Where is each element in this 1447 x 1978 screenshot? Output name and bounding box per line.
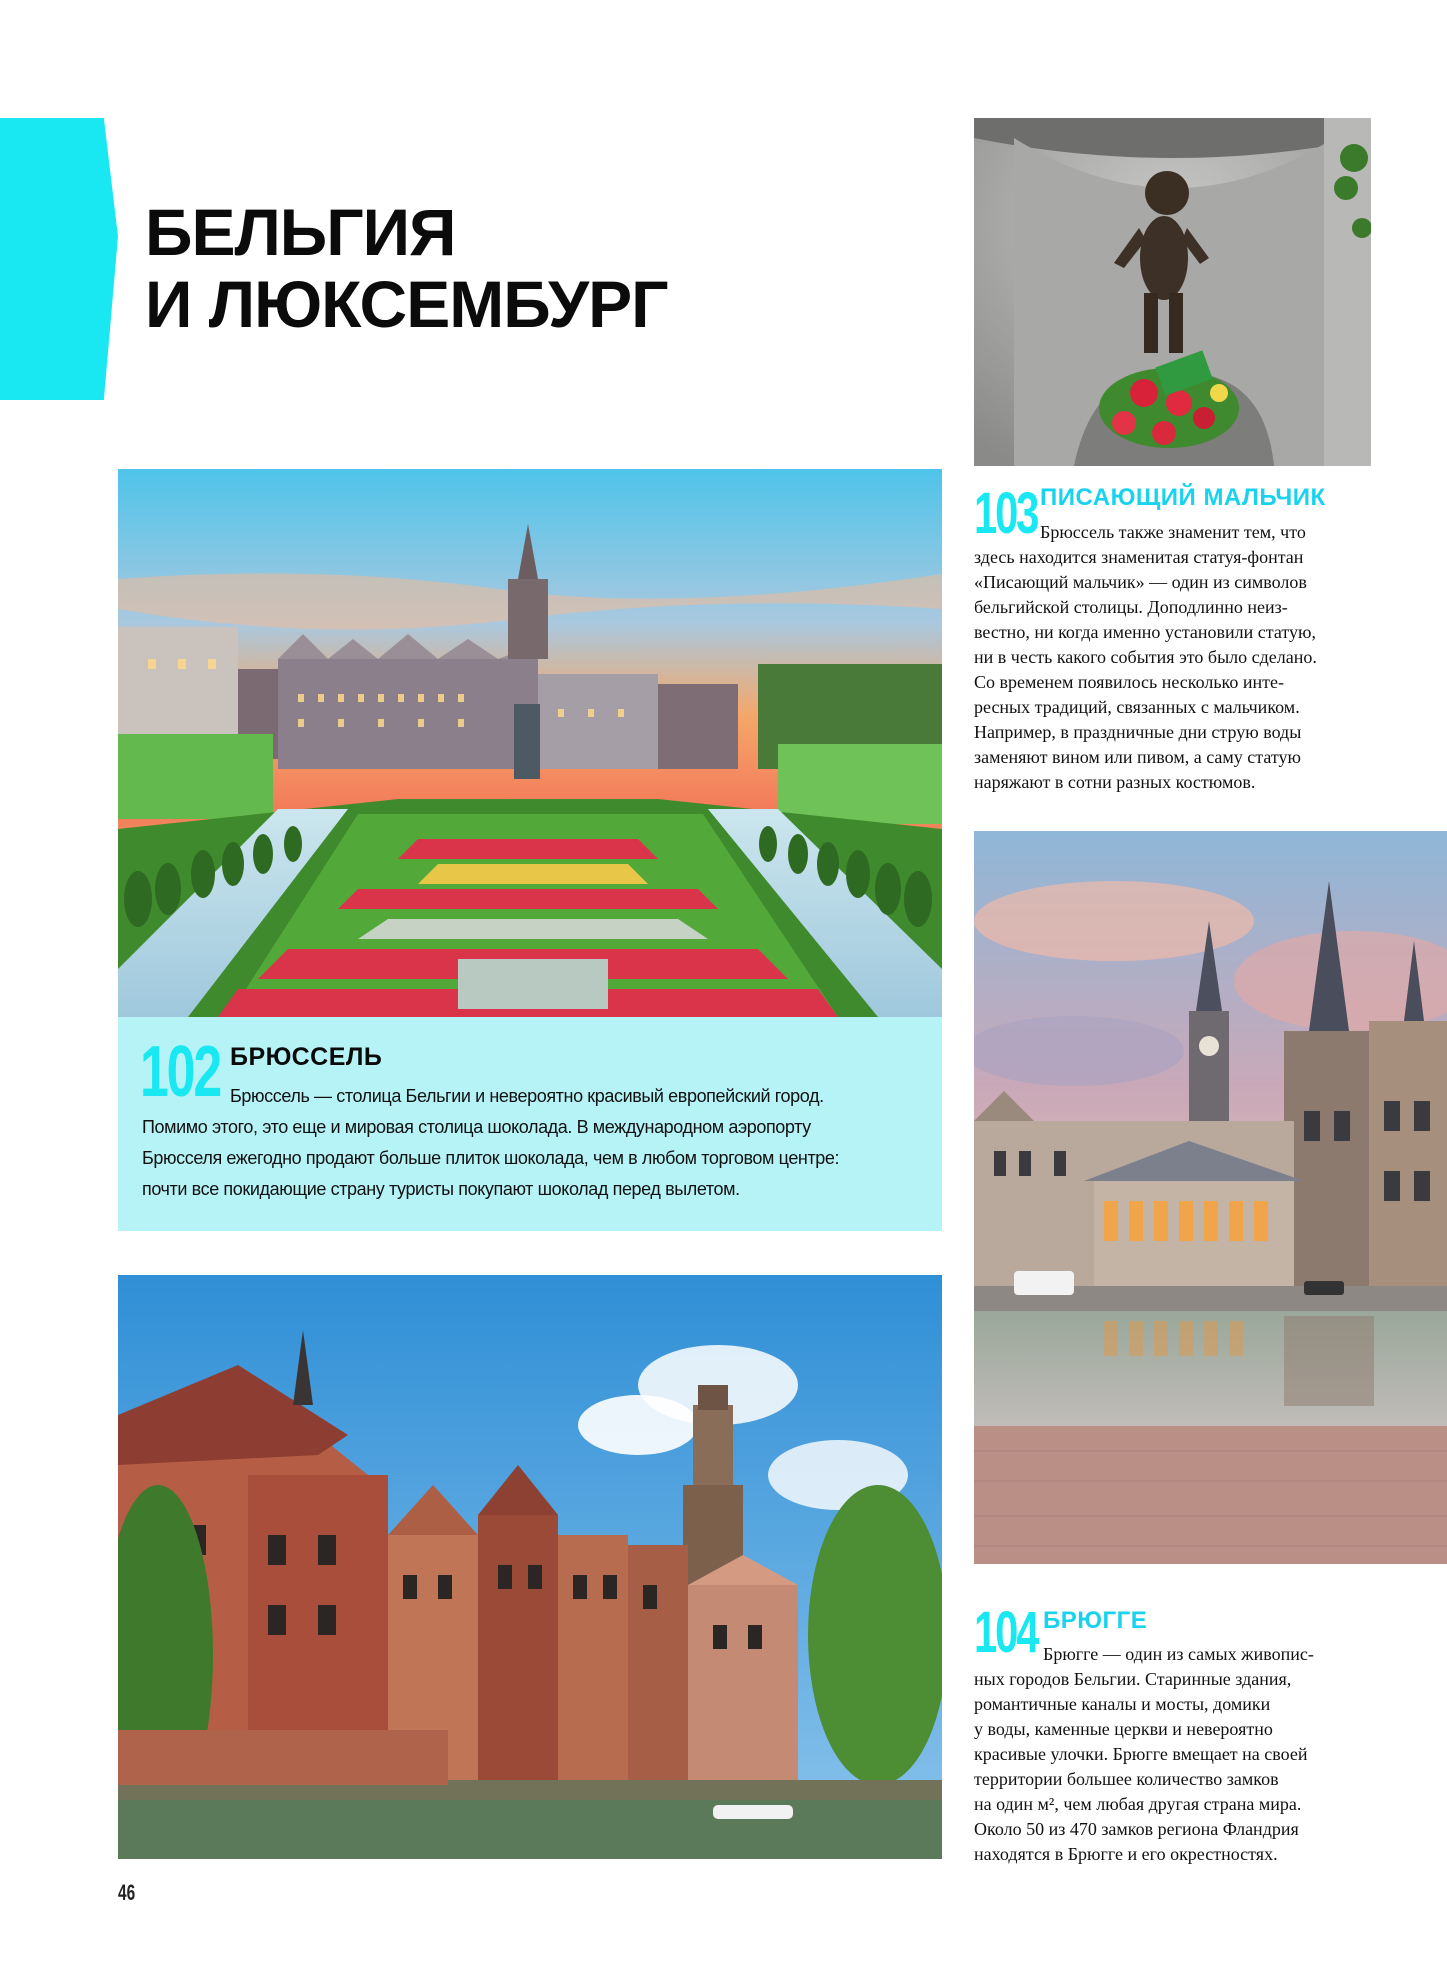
- page-number: 46: [118, 1880, 136, 1905]
- chapter-accent-tab: [0, 118, 118, 400]
- brussels-photo: [118, 469, 942, 1017]
- bruges-text-line: у воды, каменные церкви и невероятно: [974, 1719, 1273, 1739]
- manneken-title: ПИСАЮЩИЙ МАЛЬЧИК: [1040, 484, 1326, 511]
- chapter-title-line-2: И ЛЮКСЕМБУРГ: [145, 267, 668, 341]
- brussels-text: [230, 1081, 824, 1112]
- brussels-text-line: Брюсселя ежегодно продают больше плиток шоколада, чем в любом торговом центре:: [142, 1148, 840, 1168]
- manneken-text-line: ни в честь какого события это было сделано.: [974, 647, 1317, 667]
- section-number-104: 104: [974, 1600, 1038, 1665]
- bruges-text-line: ных городов Бельгии. Старинные здания,: [974, 1669, 1292, 1689]
- brussels-title: БРЮССЕЛЬ: [230, 1043, 383, 1071]
- manneken-text-line: Например, в праздничные дни струю воды: [974, 722, 1302, 742]
- manneken-text-line: «Писающий мальчик» — один из символов: [974, 572, 1307, 592]
- section-number-103: 103: [974, 481, 1038, 546]
- bruges-text-line: красивые улочки. Брюгге вмещает на своей: [974, 1744, 1308, 1764]
- manneken-text-line: вестно, ни когда именно установили статую,: [974, 622, 1316, 642]
- bruges-text-line: Брюгге — один из самых живопис-: [1043, 1644, 1314, 1664]
- brussels-text-line: почти все покидающие страну туристы покупают шоколад перед вылетом.: [142, 1179, 740, 1199]
- manneken-text: [974, 545, 1317, 795]
- bruges-text-line: романтичные каналы и мосты, домики: [974, 1694, 1271, 1714]
- chapter-title-line-1: БЕЛЬГИЯ: [145, 195, 456, 269]
- manneken-pis-photo: [974, 118, 1371, 466]
- bruges-text-line: находятся в Брюгге и его окрестностях.: [974, 1844, 1278, 1864]
- section-number-102: 102: [140, 1032, 221, 1112]
- manneken-text-first: [1040, 520, 1306, 545]
- bruges-title: БРЮГГЕ: [1043, 1607, 1148, 1634]
- manneken-text-line: Со временем появилось несколько инте-: [974, 672, 1285, 692]
- bruges-text-line: территории большее количество замков: [974, 1769, 1279, 1789]
- bruges-building-photo: [974, 831, 1447, 1564]
- manneken-text-line: ресных традиций, связанных с мальчиком.: [974, 697, 1300, 717]
- bruges-canal-photo: [118, 1275, 942, 1859]
- manneken-text-line: наряжают в сотни разных костюмов.: [974, 772, 1256, 792]
- manneken-text-line: заменяют вином или пивом, а саму статую: [974, 747, 1301, 767]
- bruges-text-line: Около 50 из 470 замков региона Фландрия: [974, 1819, 1299, 1839]
- bruges-text-line: на один м², чем любая другая страна мира.: [974, 1794, 1302, 1814]
- brussels-info-box: [118, 1017, 942, 1231]
- manneken-text-line: бельгийской столицы. Доподлинно неиз-: [974, 597, 1288, 617]
- manneken-text-line: Брюссель также знаменит тем, что: [1040, 522, 1306, 542]
- bruges-text-first: [1043, 1642, 1314, 1667]
- manneken-text-line: здесь находится знаменитая статуя-фонтан: [974, 547, 1304, 567]
- brussels-text-line: Брюссель — столица Бельгии и невероятно красивый европейский город.: [230, 1086, 824, 1106]
- chapter-title: [145, 196, 668, 340]
- bruges-text: [974, 1667, 1308, 1867]
- brussels-text-cont: [142, 1112, 839, 1205]
- brussels-text-line: Помимо этого, это еще и мировая столица шоколада. В международном аэропорту: [142, 1117, 811, 1137]
